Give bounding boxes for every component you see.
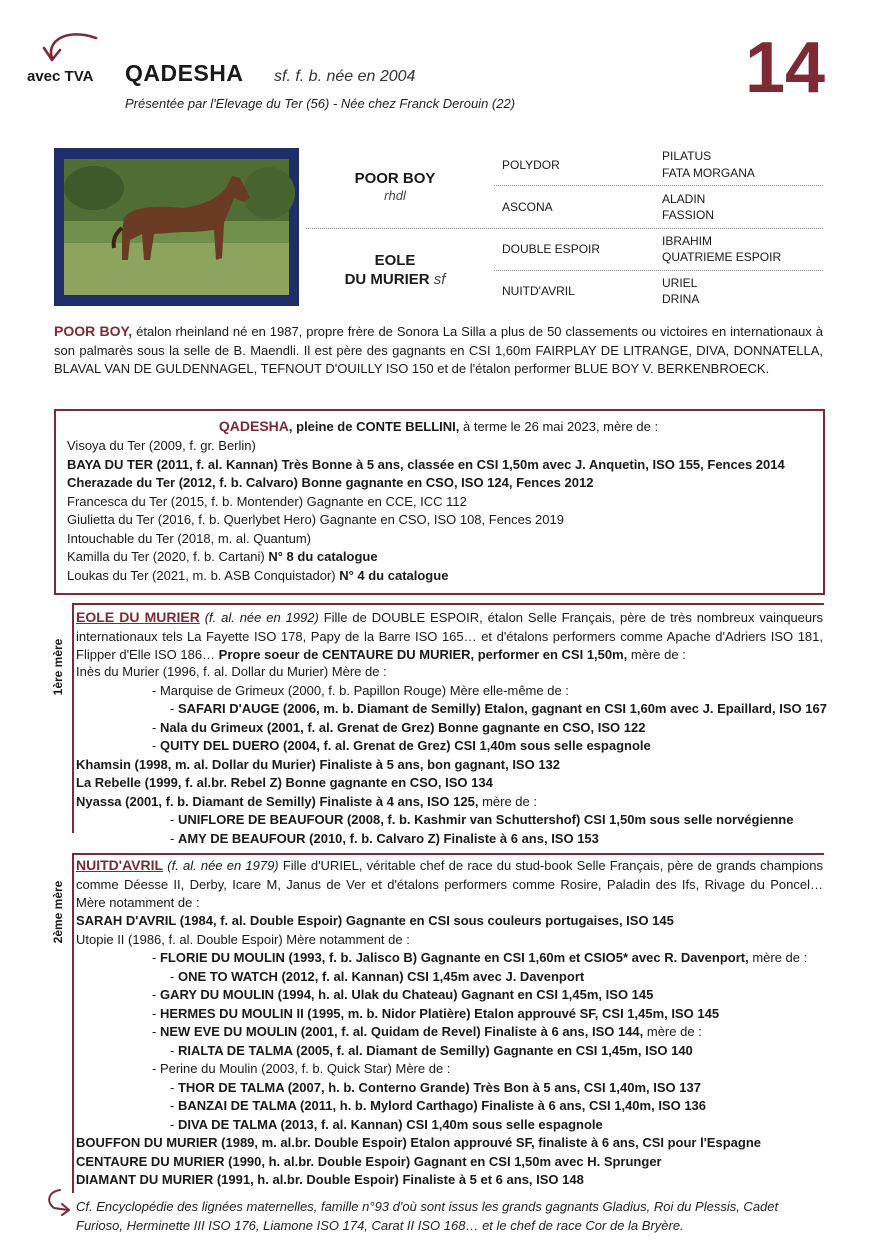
produce-item: BAYA DU TER (2011, f. al. Kannan) Très Bonne à 5 ans, classée en CSI 1,50m avec J. Anquetin, ISO 155, Fences 2014 (67, 456, 785, 472)
produce-item: Intouchable du Ter (2018, m. al. Quantum) (67, 530, 312, 546)
ancestor-aladin: ALADIN (662, 192, 706, 206)
second-dam-intro-text: Fille d'URIEL, véritable chef de race du stud-book Selle Français, père de grands champions comme Déesse II, Derby, Icare M, Janus de Ver et d'étalons performers comme Rosire, Paladin des Ifs, Rivage du Poncel… Mère notamment de : (76, 858, 824, 910)
ancestor-ibrahim: IBRAHIM (662, 234, 713, 248)
second-dam-item: SARAH D'AVRIL (1984, f. al. Double Espoir) Gagnante en CSI sous couleurs portugaises, ISO 145 (76, 913, 674, 928)
sire-section-text: étalon rheinland né en 1987, propre frère de Sonora La Silla a plus de 50 classements ou victoires en internationaux à son palmarès sous la selle de B. Maendli. Il est père des gagnants en CSI 1,60m FAIRPLAY DE LITRANGE, DIVA, DONNATELLA, BLAVAL VAN DE GULDENNAGEL, TEFNOUT D'OUILLY ISO 150 et de l'étalon performer BLUE BOY V. BERKENBROECK. (54, 324, 823, 376)
first-dam-top-rule (72, 603, 824, 605)
produce-item: Kamilla du Ter (2020, f. b. Cartani) N° 8 du catalogue (67, 549, 378, 564)
first-dam-item: - Marquise de Grimeux (2000, f. b. Papillon Rouge) Mère elle-même de : (152, 682, 569, 698)
sire-paragraph (54, 322, 823, 379)
second-dam-item: - GARY DU MOULIN (1994, h. al. Ulak du Chateau) Gagnant en CSI 1,45m, ISO 145 (152, 987, 654, 1002)
dam-name-line1: EOLE (374, 252, 416, 269)
ancestor-drina: DRINA (662, 292, 700, 306)
grandsire-1: POLYDOR (502, 158, 560, 172)
pedigree-row-divider (494, 185, 823, 186)
first-dam-intro-bold: Propre soeur de CENTAURE DU MURIER, performer en CSI 1,50m, (218, 647, 628, 662)
granddam-2: NUITD'AVRIL (502, 284, 575, 298)
first-dam-side-label: 1ère mère (51, 638, 65, 696)
second-dam-list (76, 912, 807, 1190)
produce-box-heading-bold: , pleine de CONTE BELLINI, (288, 419, 460, 434)
second-dam-item: CENTAURE DU MURIER (1990, h. al.br. Double Espoir) Gagnant en CSI 1,50m avec H. Sprunger (76, 1153, 662, 1169)
first-dam-item: Nyassa (2001, f. b. Diamant de Semilly) Finaliste à 4 ans, ISO 125, mère de : (76, 793, 537, 809)
produce-item: Francesca du Ter (2015, f. b. Montender) Gagnante en CCE, ICC 112 (67, 493, 467, 509)
second-dam-item: - DIVA DE TALMA (2013, f. al. Kannan) CSI 1,40m sous selle espagnole (170, 1116, 603, 1132)
footer-arrow-icon (40, 1186, 72, 1216)
second-dam-top-rule (72, 853, 824, 855)
produce-list (67, 437, 785, 585)
dam-breed: sf (433, 271, 446, 288)
first-dam-item: - SAFARI D'AUGE (2006, m. b. Diamant de Semilly) Etalon, gagnant en CSI 1,60m avec J. Epaillard, ISO 167 (170, 701, 827, 716)
lot-number: 14 (745, 28, 826, 108)
first-dam-item: - AMY DE BEAUFOUR (2010, f. b. Calvaro Z) Finaliste à 6 ans, ISO 153 (170, 830, 599, 846)
ancestor-quatrieme-espoir: QUATRIEME ESPOIR (662, 250, 782, 264)
second-dam-item: - RIALTA DE TALMA (2005, f. al. Diamant de Semilly) Gagnante en CSI 1,45m, ISO 140 (170, 1042, 693, 1058)
dam-name-line2 (300, 271, 490, 288)
second-dam-side-rule (72, 853, 74, 1193)
second-dam-item: - Perine du Moulin (2003, f. b. Quick Star) Mère de : (152, 1061, 451, 1076)
horse-name: QADESHA (125, 60, 244, 86)
second-dam-item: DIAMANT DU MURIER (1991, h. al.br. Double Espoir) Finaliste à 5 et 6 ans, ISO 148 (76, 1172, 584, 1187)
first-dam-item: - Nala du Grimeux (2001, f. al. Grenat de Grez) Bonne gagnante en CSO, ISO 122 (152, 719, 646, 735)
first-dam-desc: (f. al. née en 1992) (204, 610, 319, 625)
sire-section-name: POOR BOY, (54, 323, 133, 339)
ancestor-fata-morgana: FATA MORGANA (662, 166, 755, 180)
second-dam-item: - NEW EVE DU MOULIN (2001, f. al. Quidam de Revel) Finaliste à 6 ans, ISO 144, mère de : (152, 1024, 702, 1039)
produce-box-heading-text: à terme le 26 mai 2023, mère de : (459, 419, 659, 434)
dam-name: DU MURIER (344, 271, 430, 288)
second-dam-name: NUITD'AVRIL (76, 857, 164, 873)
second-dam-intro (76, 856, 823, 913)
sire-breed: rhdl (384, 188, 406, 203)
second-dam-item: - THOR DE TALMA (2007, h. b. Conterno Grande) Très Bon à 5 ans, CSI 1,40m, ISO 137 (170, 1079, 701, 1095)
produce-box-name: QADESHA (218, 418, 289, 434)
second-dam-item: Utopie II (1986, f. al. Double Espoir) Mère notamment de : (76, 931, 410, 947)
produce-box-heading (56, 418, 821, 434)
ancestor-fassion: FASSION (662, 208, 715, 222)
second-dam-item: - HERMES DU MOULIN II (1995, m. b. Nidor Platière) Etalon approuvé SF, CSI 1,45m, ISO 145 (152, 1005, 720, 1021)
first-dam-list (76, 663, 827, 848)
horse-description: sf. f. b. née en 2004 (274, 68, 416, 85)
produce-item: Loukas du Ter (2021, m. b. ASB Conquistador) N° 4 du catalogue (67, 567, 449, 583)
first-dam-item: - UNIFLORE DE BEAUFOUR (2008, f. b. Kashmir van Schuttershof) CSI 1,50m sous selle norvégienne (170, 812, 794, 827)
presented-by: Présentée par l'Elevage du Ter (56) - Née chez Franck Derouin (22) (125, 96, 516, 111)
first-dam-item: Khamsin (1998, m. al. Dollar du Murier) Finaliste à 5 ans, bon gagnant, ISO 132 (76, 756, 561, 772)
ancestor-pilatus: PILATUS (662, 149, 712, 163)
granddam-1: ASCONA (502, 200, 553, 214)
second-dam-item: - ONE TO WATCH (2012, f. al. Kannan) CSI 1,45m avec J. Davenport (170, 968, 585, 984)
pedigree-divider (306, 228, 823, 229)
second-dam-item: - BANZAI DE TALMA (2011, h. b. Mylord Carthago) Finaliste à 6 ans, CSI 1,40m, ISO 136 (170, 1098, 707, 1113)
first-dam-item: - QUITY DEL DUERO (2004, f. al. Grenat de Grez) CSI 1,40m sous selle espagnole (152, 738, 651, 753)
first-dam-item: La Rebelle (1999, f. al.br. Rebel Z) Bonne gagnante en CSO, ISO 134 (76, 775, 493, 790)
produce-item: Cherazade du Ter (2012, f. b. Calvaro) Bonne gagnante en CSO, ISO 124, Fences 2012 (67, 475, 594, 490)
pedigree-row-divider (494, 270, 823, 271)
footer-note: Cf. Encyclopédie des lignées maternelles, famille n°93 d'où sont issus les grands gagnants Gladius, Roi du Plessis, Cadet Furioso, Herminette III ISO 176, Liamone ISO 174, Carat II ISO 168… et le chef de race Cor de la Bryère. (76, 1199, 779, 1233)
grandsire-2: DOUBLE ESPOIR (502, 242, 601, 256)
first-dam-intro-end: mère de : (630, 647, 686, 662)
ancestor-uriel: URIEL (662, 276, 698, 290)
sire-name: POOR BOY (354, 170, 436, 187)
first-dam-side-rule (72, 603, 74, 833)
first-dam-name: EOLE DU MURIER (76, 609, 200, 625)
horse-photo-illustration (54, 148, 299, 306)
second-dam-desc: (f. al. née en 1979) (167, 858, 279, 873)
produce-item: Visoya du Ter (2009, f. gr. Berlin) (67, 438, 256, 453)
first-dam-item: Inès du Murier (1996, f. al. Dollar du Murier) Mère de : (76, 664, 387, 679)
horse-photo (54, 148, 299, 306)
second-dam-item: - FLORIE DU MOULIN (1993, f. b. Jalisco B) Gagnante en CSI 1,60m et CSIO5* avec R. Davenport, mère de : (152, 950, 808, 965)
first-dam-intro-text: Fille de DOUBLE ESPOIR, étalon Selle Français, père de très nombreux vainqueurs internationaux tels La Fayette ISO 178, Papy de la Barre ISO 165… et d'étalons performers comme Apache d'Adriers ISO 181, Flipper d'Elle ISO 186… (76, 610, 823, 662)
second-dam-item: BOUFFON DU MURIER (1989, m. al.br. Double Espoir) Etalon approuvé SF, finaliste à 6 ans, CSI pour l'Espagne (76, 1135, 761, 1150)
first-dam-intro (76, 608, 823, 665)
curved-arrow-icon (38, 26, 104, 66)
tva-label: avec TVA (27, 68, 94, 85)
second-dam-side-label: 2ème mère (51, 880, 65, 944)
produce-item: Giulietta du Ter (2016, f. b. Querlybet Hero) Gagnante en CSO, ISO 108, Fences 2019 (67, 512, 564, 527)
